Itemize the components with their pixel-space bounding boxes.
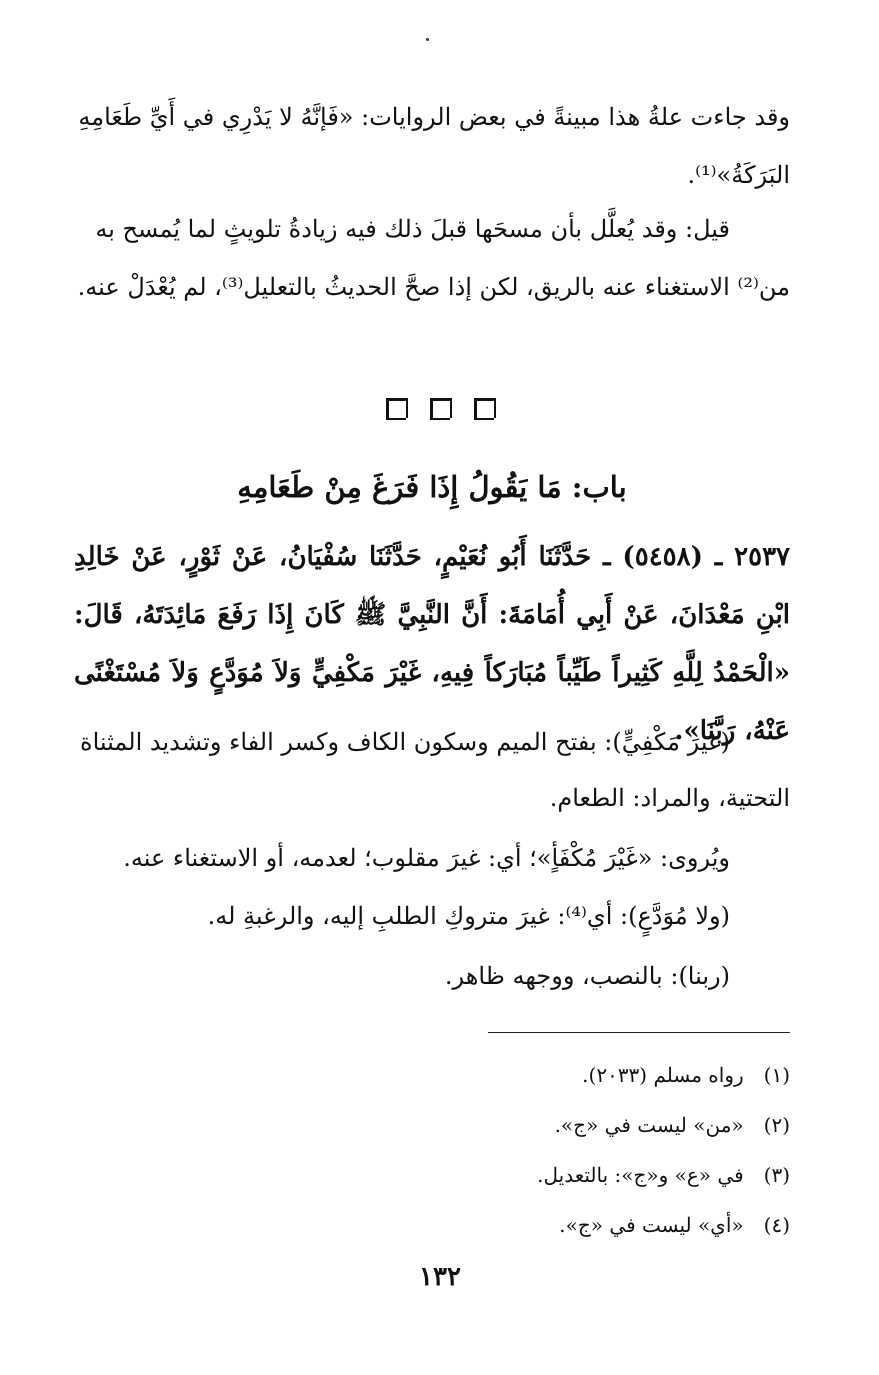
body-paragraph-1: وقد جاءت علةُ هذا مبينةً في بعض الروايات: «فَإنَّهُ لا يَدْرِي في أَيِّ طَعَامِهِ البَرَكَةُ»⁽¹⁾.	[78, 103, 790, 189]
explanation-2: ويُروى: «غَيْرَ مُكْفَأٍ»؛ أي: غيرَ مقلوب؛ لعدمه، أو الاستغناء عنه.	[123, 844, 730, 872]
footnote-number: (٢)	[763, 1113, 790, 1137]
footnote-text: «أي» ليست في «ج».	[559, 1213, 744, 1237]
footnote-number: (٤)	[763, 1213, 790, 1237]
hadith-text: ٢٥٣٧ ـ (٥٤٥٨) ـ حَدَّثَنَا أَبُو نُعَيْمٍ، حَدَّثَنَا سُفْيَانُ، عَنْ ثَوْرٍ، عَنْ خَالِدِ ابْنِ مَعْدَانَ، عَنْ أَبِي أُمَامَةَ: أَنَّ النَّبِيَّ ﷺ كَانَ إِذَا رَفَعَ مَائِدَتَهُ، قَالَ: «الْحَمْدُ لِلَّهِ كَثِيراً طَيِّباً مُبَارَكاً فِيهِ، غَيْرَ مَكْفِيٍّ وَلاَ مُوَدَّعٍ وَلاَ مُسْتَغْنًى عَنْهُ، رَبَّنَا».	[74, 542, 791, 746]
body-paragraph-2: قيل: وقد يُعلَّل بأن مسحَها قبلَ ذلك فيه زيادةُ تلويثٍ لما يُمسح به من⁽²⁾ الاستغناء عنه بالريق، لكن إذا صحَّ الحديثُ بالتعليل⁽³⁾، لم يُعْدَلْ عنه.	[77, 215, 790, 301]
footnotes	[74, 1050, 790, 1250]
footnote-divider	[488, 1032, 790, 1033]
separator-square-icon	[474, 398, 496, 420]
separator-square-icon	[430, 398, 452, 420]
footnote-text: رواه مسلم (٢٠٣٣).	[582, 1063, 744, 1087]
section-separator	[386, 398, 496, 424]
separator-square-icon	[386, 398, 408, 420]
footnote-text: «من» ليست في «ج».	[554, 1113, 744, 1137]
footnote-number: (٣)	[763, 1163, 790, 1187]
page-number: ١٣٢	[419, 1262, 461, 1292]
header-dot	[426, 38, 429, 41]
chapter-title: باب: مَا يَقُولُ إِذَا فَرَغَ مِنْ طَعَامِهِ	[237, 470, 627, 504]
footnote-item	[74, 1150, 790, 1200]
footnote-item	[74, 1100, 790, 1150]
explanation-1: (غيرَ مَكْفِيٍّ): بفتح الميم وسكون الكاف وكسر الفاء وتشديد المثناة التحتية، والمراد: الطعام.	[80, 728, 790, 812]
footnote-number: (١)	[763, 1063, 790, 1087]
footnote-text: في «ع» و«ج»: بالتعديل.	[537, 1163, 744, 1187]
footnote-item	[74, 1200, 790, 1250]
footnote-item	[74, 1050, 790, 1100]
explanation-3: (ولا مُوَدَّعٍ): أي⁽⁴⁾: غيرَ متروكِ الطلبِ إليه، والرغبةِ له.	[207, 902, 730, 930]
explanation-4: (ربنا): بالنصب، ووجهه ظاهر.	[444, 962, 730, 990]
